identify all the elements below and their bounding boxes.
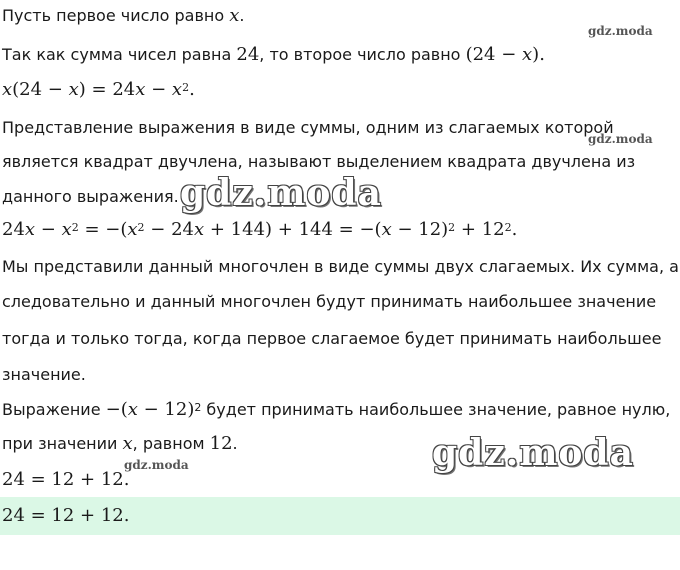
math-number: 24 <box>236 44 260 65</box>
math-part: (24 − <box>12 79 69 100</box>
text: . <box>232 434 238 453</box>
math-var: x <box>122 433 133 454</box>
math-var: x <box>2 79 13 100</box>
math-part: − <box>145 79 172 100</box>
exponent: 2 <box>194 401 202 414</box>
watermark: gdz.moda <box>432 432 634 474</box>
line-second-number <box>2 45 545 65</box>
answer-box <box>0 497 680 535</box>
math-var: x <box>61 219 72 240</box>
math-part: − 24 <box>144 219 194 240</box>
math-part: 24 <box>2 219 25 240</box>
exponent: 2 <box>448 221 456 234</box>
math-part: . <box>511 219 518 240</box>
math-part: −( <box>105 399 128 420</box>
equation-sum: 24 = 12 + 12. <box>2 469 130 490</box>
exponent: 2 <box>182 81 190 94</box>
math-var: x <box>135 79 146 100</box>
math-var: x <box>127 399 138 420</box>
line-x-value <box>2 434 238 454</box>
math-var: x <box>381 219 392 240</box>
text: . <box>239 6 245 25</box>
math-var: x <box>127 219 138 240</box>
watermark: gdz.moda <box>588 24 653 38</box>
watermark: gdz.moda <box>588 132 653 146</box>
line-first-number <box>2 6 244 26</box>
math-part: ) = 24 <box>78 79 136 100</box>
math-part: + 144) + 144 = −( <box>204 219 382 240</box>
math-var: x <box>193 219 205 240</box>
watermark: gdz.moda <box>124 458 189 472</box>
watermark: gdz.moda <box>180 172 382 214</box>
math-var: x <box>24 219 36 240</box>
text: Так как сумма чисел равна <box>2 45 237 64</box>
math-part: − 12) <box>391 219 449 240</box>
paragraph-line: Представление выражения в виде суммы, одним из слагаемых которой <box>2 118 614 137</box>
answer-equation: 24 = 12 + 12. <box>2 505 130 526</box>
paragraph-line: Мы представили данный многочлен в виде суммы двух слагаемых. Их сумма, а <box>2 257 679 276</box>
paragraph-line: тогда и только тогда, когда первое слагаемое будет принимать наибольшее <box>2 329 662 348</box>
text: , равном <box>132 434 210 453</box>
text: будет принимать наибольшее значение, равное нулю, <box>201 400 671 419</box>
math-part: = −( <box>78 219 128 240</box>
paragraph-line: является квадрат двучлена, называют выделением квадрата двучлена из <box>2 152 636 171</box>
text: при значении <box>2 434 123 453</box>
math-part: + 12 <box>455 219 505 240</box>
math-number: 12 <box>209 433 233 454</box>
math-var: x <box>171 79 183 100</box>
math-expr: (24 − <box>465 44 523 65</box>
math-var: x <box>68 79 79 100</box>
paragraph-line: данного выражения. <box>2 187 179 206</box>
exponent: 2 <box>137 221 145 234</box>
math-expr: ). <box>532 44 545 65</box>
paragraph-line: значение. <box>2 365 86 384</box>
line-expression-max <box>2 400 670 420</box>
text: Пусть первое число равно <box>2 6 230 25</box>
math-var: x <box>229 5 240 26</box>
text: Выражение <box>2 400 106 419</box>
exponent: 2 <box>504 221 512 234</box>
paragraph-line: следовательно и данный многочлен будут принимать наибольшее значение <box>2 292 657 311</box>
math-part: − 12) <box>137 399 195 420</box>
exponent: 2 <box>71 221 79 234</box>
math-var: x <box>522 44 533 65</box>
math-part: . <box>189 79 195 100</box>
text: , то второе число равно <box>259 45 466 64</box>
equation-complete-square <box>2 220 517 240</box>
equation-product <box>2 80 195 100</box>
math-part: − <box>35 219 62 240</box>
